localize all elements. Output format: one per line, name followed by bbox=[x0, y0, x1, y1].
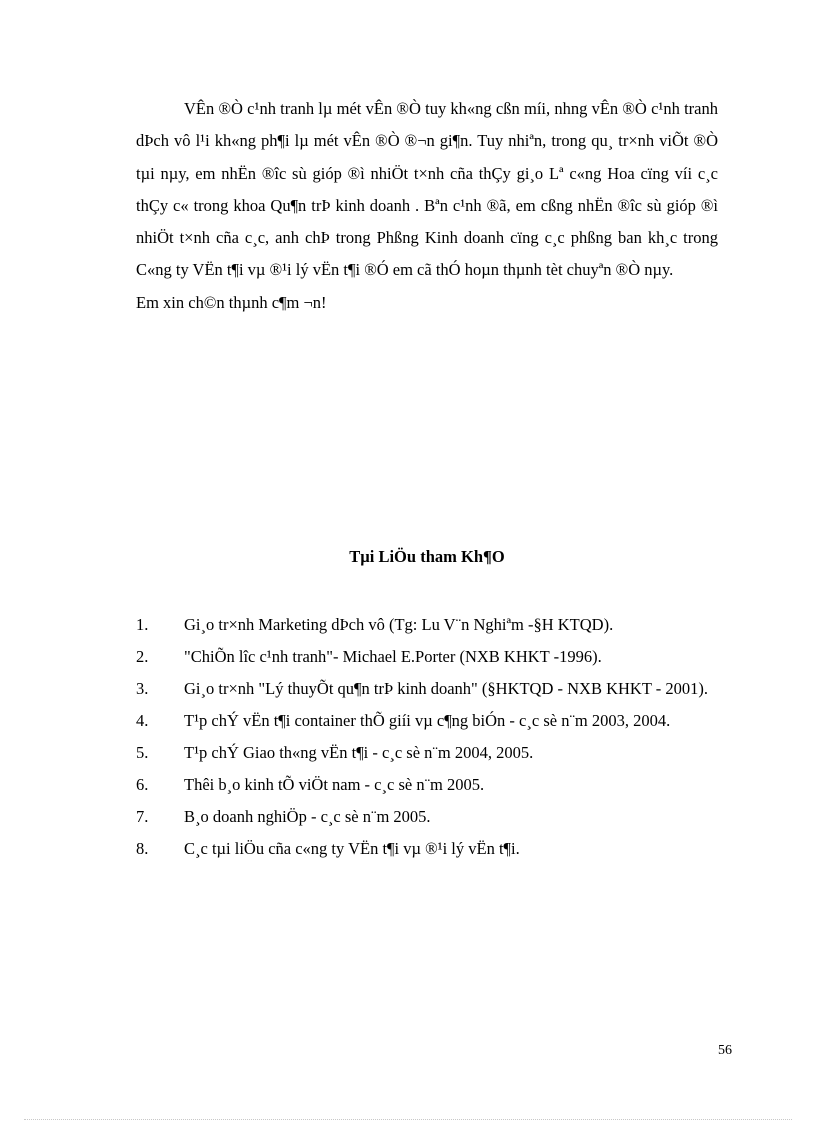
reference-number: 6. bbox=[136, 775, 149, 794]
reference-number: 7. bbox=[136, 807, 149, 826]
reference-text: "ChiÕn lîc c¹nh tranh"- Michael E.Porter (NXB KHKT -1996). bbox=[184, 647, 602, 666]
references-title: Tµi LiÖu tham Kh¶O bbox=[349, 547, 505, 566]
reference-number: 2. bbox=[136, 647, 149, 666]
reference-item bbox=[136, 705, 718, 737]
reference-item bbox=[136, 641, 718, 673]
reference-number: 4. bbox=[136, 711, 149, 730]
reference-number: 8. bbox=[136, 839, 149, 858]
reference-text: Thêi b¸o kinh tÕ viÖt nam - c¸c sè n¨m 2005. bbox=[184, 775, 485, 794]
reference-number: 5. bbox=[136, 743, 149, 762]
reference-text: Gi¸o tr×nh "Lý thuyÕt qu¶n trÞ kinh doanh" (§HKTQD - NXB KHKT - 2001). bbox=[184, 679, 708, 698]
reference-item bbox=[136, 737, 718, 769]
references-list bbox=[136, 609, 718, 865]
reference-item bbox=[136, 609, 718, 641]
acknowledgement-closing: Em xin ch©n thµnh c¶m ¬n! bbox=[136, 292, 327, 312]
reference-text: B¸o doanh nghiÖp - c¸c sè n¨m 2005. bbox=[184, 807, 431, 826]
reference-item bbox=[136, 769, 718, 801]
page-number: 56 bbox=[718, 1043, 732, 1058]
reference-text: Gi¸o tr×nh Marketing dÞch vô (Tg: Lu V¨n Nghiªm -§H KTQD). bbox=[184, 615, 614, 634]
acknowledgement-paragraph: VÊn ®Ò c¹nh tranh lµ mét vÊn ®Ò tuy kh«ng cßn míi, nhng vÊn ®Ò c¹nh tranh dÞch vô l¹i kh«ng ph¶i lµ mét vÊn ®Ò ®¬n gi¶n. Tuy nhiªn, trong qu¸ tr×nh viÕt ®Ò tµi nµy, em nhËn ®îc sù gióp ®ì nhiÖt t×nh cña thÇy gi¸o Lª c«ng Hoa cïng víi c¸c thÇy c« trong khoa Qu¶n trÞ kinh doanh . Bªn c¹nh ®ã, em cßng nhËn ®îc sù gióp ®ì nhiÖt t×nh cña c¸c, anh chÞ trong Phßng Kinh doanh cïng c¸c phßng ban kh¸c trong C«ng ty VËn t¶i vµ ®¹i lý vËn t¶i ®Ó em cã thÓ hoµn thµnh tèt chuyªn ®Ò nµy. bbox=[136, 99, 718, 280]
reference-text: T¹p chÝ Giao th«ng vËn t¶i - c¸c sè n¨m 2004, 2005. bbox=[184, 743, 534, 762]
page-bottom-divider bbox=[24, 1119, 792, 1120]
reference-item bbox=[136, 833, 718, 865]
reference-text: C¸c tµi liÖu cña c«ng ty VËn t¶i vµ ®¹i lý vËn t¶i. bbox=[184, 839, 520, 858]
reference-number: 1. bbox=[136, 615, 149, 634]
reference-item bbox=[136, 673, 718, 705]
reference-text: T¹p chÝ vËn t¶i container thÕ giíi vµ c¶ng biÓn - c¸c sè n¨m 2003, 2004. bbox=[184, 711, 671, 730]
reference-number: 3. bbox=[136, 679, 149, 698]
acknowledgement-section bbox=[136, 93, 718, 319]
reference-item bbox=[136, 801, 718, 833]
